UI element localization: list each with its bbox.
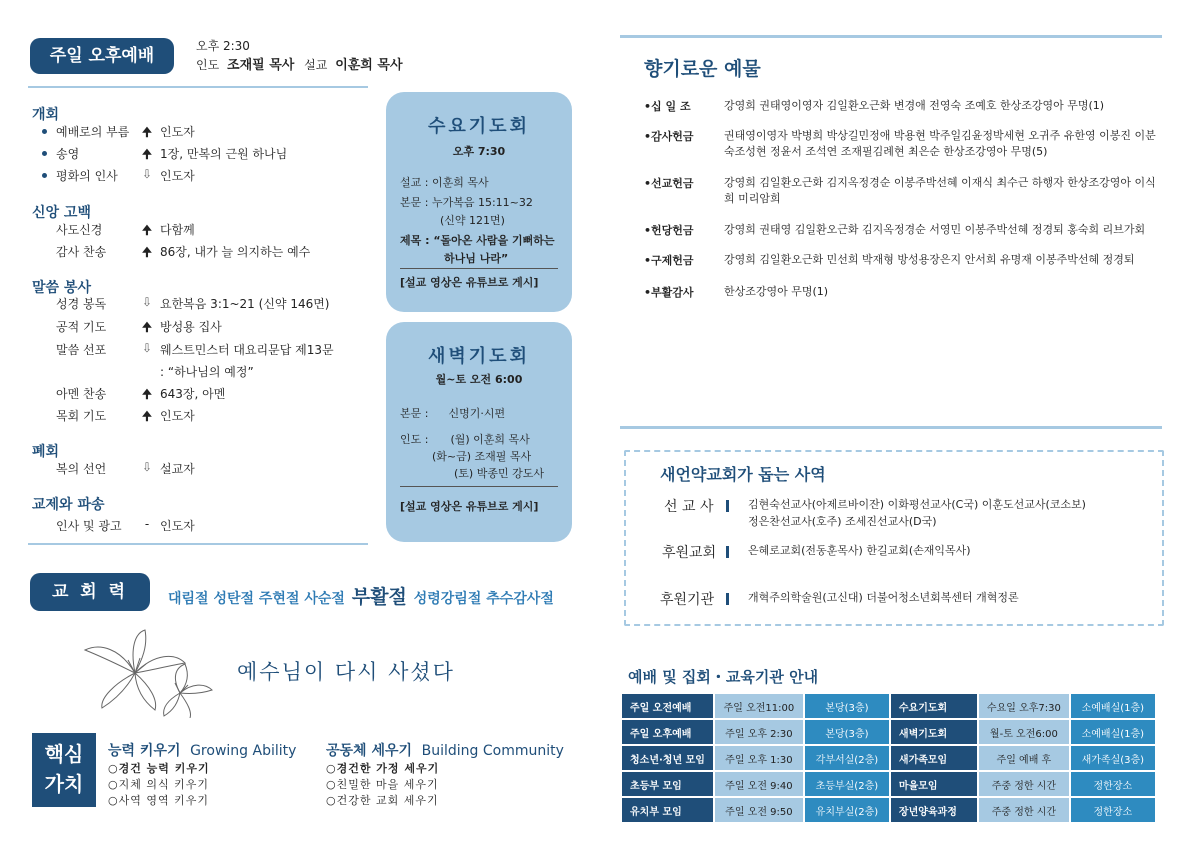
schedule-place: 각부서실(2층) — [805, 746, 889, 770]
dawn-prayer-box — [386, 322, 572, 542]
sit-arrow-icon: ⇩ — [141, 295, 153, 309]
order-item-name: 사도신경 — [56, 223, 103, 237]
supported-orgs: 개혁주의학술원(고신대) 더불어청소년회복센터 개혁정론 — [748, 591, 1019, 604]
order-item-name: 복의 선언 — [56, 462, 107, 476]
offering-names: 권태영이영자 박병희 박상길민정애 박용현 박주일김윤정박세현 오귀주 유한영 이봉진 이분숙조성현 정윤서 조석연 조재필김례현 최은순 한상조강영아 무명(5) — [724, 129, 1156, 158]
order-item-name: 평화의 인사 — [56, 169, 118, 183]
supported-churches: 은혜로교회(전동훈목사) 한길교회(손재익목사) — [748, 544, 971, 557]
order-item-value: 643장, 아멘 — [160, 387, 226, 401]
church-seasons: 대림절 성탄절 주현절 사순절 부활절 성령강림절 추수감사절 — [168, 586, 554, 608]
order-item-name: 목회 기도 — [56, 409, 107, 423]
lead-label: 인도 — [196, 58, 220, 72]
schedule-row — [622, 694, 1155, 718]
offering-label: •구제헌금 — [644, 254, 694, 267]
lily-illustration — [80, 628, 220, 718]
order-item-name: 예배로의 부름 — [56, 125, 130, 139]
schedule-name: 새벽기도회 — [891, 720, 977, 744]
order-item-value: 86장, 내가 늘 의지하는 예수 — [160, 245, 311, 259]
sit-arrow-icon: ⇩ — [141, 341, 153, 355]
stand-arrow-icon: 🠉 — [142, 320, 152, 334]
schedule-place: 본당(3층) — [805, 720, 889, 744]
schedule-table — [620, 692, 1157, 824]
schedule-name: 장년양육과정 — [891, 798, 977, 822]
sit-arrow-icon: ⇩ — [141, 167, 153, 181]
schedule-time: 주일 오전 9:40 — [715, 772, 803, 796]
dash-icon: - — [144, 517, 150, 531]
wednesday-subject: 제목 : “돌아온 사람을 기뻐하는 — [400, 234, 555, 247]
schedule-time: 주일 오전 9:50 — [715, 798, 803, 822]
church-label: 후원교회 — [662, 545, 717, 561]
offering-names: 강영희 권태영이영자 김일환오근화 변경애 전영숙 조예호 한상조강영아 무명(1) — [724, 99, 1105, 112]
dawn-lead-3: (토) 박종민 강도사 — [454, 467, 544, 480]
wednesday-title: 수요기도회 — [428, 116, 530, 137]
wednesday-subject-2: 하나님 나라” — [444, 252, 509, 265]
schedule-name: 새가족모임 — [891, 746, 977, 770]
divider — [400, 268, 558, 269]
stand-arrow-icon: 🠉 — [142, 409, 152, 423]
divider — [620, 35, 1162, 38]
schedule-place: 소예배실(1층) — [1071, 720, 1155, 744]
dawn-time: 월~토 오전 6:00 — [435, 373, 523, 386]
dawn-lead-2: (화~금) 조재필 목사 — [432, 450, 532, 463]
headline: 예수님이 다시 사셨다 — [237, 660, 455, 684]
label-bar — [726, 500, 729, 512]
section-title: 폐회 — [32, 444, 60, 460]
dawn-title: 새벽기도회 — [428, 346, 530, 367]
lead-name: 조재필 목사 — [227, 58, 295, 73]
schedule-name: 마을모임 — [891, 772, 977, 796]
schedule-title: 예배 및 집회・교육기관 안내 — [628, 668, 819, 686]
offering-names: 강영희 김일환오근화 김지옥정경순 이봉주박선혜 이재식 최수근 하행자 한상조강영아 이식희 미리암희 — [724, 176, 1156, 205]
afternoon-time: 오후 2:30 — [196, 39, 250, 53]
schedule-place: 새가족실(3층) — [1071, 746, 1155, 770]
wednesday-text: 본문 : 누가복음 15:11~32 — [400, 196, 533, 209]
offering-label: •부활감사 — [644, 286, 694, 299]
schedule-place: 정한장소 — [1071, 798, 1155, 822]
schedule-time: 주일 오전11:00 — [715, 694, 803, 718]
wednesday-prayer-box — [386, 92, 572, 312]
order-item-value: 인도자 — [160, 169, 195, 183]
offering-names: 강영희 권태영 김일환오근화 김지옥정경순 서영민 이봉주박선혜 정경퇴 홍숙희 리브가회 — [724, 223, 1146, 236]
section-title: 개회 — [32, 107, 60, 123]
order-item-value: 인도자 — [160, 125, 195, 139]
afternoon-leaders — [196, 54, 403, 73]
order-item-name: 성경 봉독 — [56, 297, 107, 311]
schedule-time: 주중 정한 시간 — [979, 772, 1069, 796]
dawn-text: 본문 : 신명기·시편 — [400, 407, 506, 420]
stand-arrow-icon: 🠉 — [142, 245, 152, 259]
offering-label: •십 일 조 — [644, 100, 691, 113]
wednesday-time: 오후 7:30 — [452, 145, 506, 158]
schedule-time: 월-토 오전6:00 — [979, 720, 1069, 744]
schedule-place: 본당(3층) — [805, 694, 889, 718]
afternoon-worship-badge: 주일 오후예배 — [30, 38, 174, 74]
org-label: 후원기관 — [660, 592, 715, 608]
value-col2-list: ○경건한 가정 세우기 ○친밀한 마을 세우기 ○건강한 교회 세우기 — [326, 762, 440, 807]
schedule-time: 주일 예배 후 — [979, 746, 1069, 770]
order-item-value: 설교자 — [160, 462, 195, 476]
order-item-name: 공적 기도 — [56, 320, 107, 334]
bullet-icon — [42, 151, 47, 156]
schedule-place: 정한장소 — [1071, 772, 1155, 796]
divider — [28, 543, 368, 545]
sermon-name: 이훈희 목사 — [335, 58, 403, 73]
schedule-place: 소예배실(1층) — [1071, 694, 1155, 718]
wednesday-note: [설교 영상은 유튜브로 게시] — [400, 276, 539, 289]
value-col1-list: ○경건 능력 키우기 ○지체 의식 키우기 ○사역 영역 키우기 — [108, 762, 210, 807]
section-title: 신앙 고백 — [32, 205, 91, 221]
order-item-value: 다함께 — [160, 223, 195, 237]
divider — [620, 426, 1162, 429]
section-title: 말씀 봉사 — [32, 280, 91, 296]
stand-arrow-icon: 🠉 — [142, 125, 152, 139]
order-item-name: 송영 — [56, 147, 80, 161]
schedule-name: 유치부 모임 — [622, 798, 713, 822]
missionary-label: 선 교 사 — [664, 499, 714, 515]
order-item-name: 아멘 찬송 — [56, 387, 107, 401]
order-item-value: 인도자 — [160, 409, 195, 423]
schedule-place: 유치부실(2층) — [805, 798, 889, 822]
section-title: 교제와 파송 — [32, 497, 105, 513]
schedule-row — [622, 746, 1155, 770]
schedule-place: 초등부실(2층) — [805, 772, 889, 796]
schedule-name: 청소년·청년 모임 — [622, 746, 713, 770]
schedule-name: 주일 오전예배 — [622, 694, 713, 718]
stand-arrow-icon: 🠉 — [142, 223, 152, 237]
schedule-row — [622, 720, 1155, 744]
schedule-time: 주일 오후 1:30 — [715, 746, 803, 770]
church-calendar-badge: 교 회 력 — [30, 573, 150, 611]
dawn-lead-1: 인도 : (월) 이훈희 목사 — [400, 433, 530, 446]
dawn-note: [설교 영상은 유튜브로 게시] — [400, 500, 539, 513]
schedule-time: 주일 오후 2:30 — [715, 720, 803, 744]
offering-label: •감사헌금 — [644, 130, 694, 143]
sit-arrow-icon: ⇩ — [141, 460, 153, 474]
wednesday-text-page: (신약 121면) — [440, 214, 505, 227]
offering-label: •헌당헌금 — [644, 224, 694, 237]
bullet-icon — [42, 173, 47, 178]
offering-names: 한상조강영아 무명(1) — [724, 285, 829, 298]
value-col1-title: 능력 키우기 Growing Ability — [108, 743, 297, 759]
missionary-line-2: 정은찬선교사(호주) 조세진선교사(D국) — [748, 515, 937, 528]
divider — [28, 86, 368, 88]
order-item-value: 방성용 집사 — [160, 320, 222, 334]
schedule-name: 주일 오후예배 — [622, 720, 713, 744]
offerings-title: 향기로운 예물 — [644, 58, 761, 80]
offering-names: 강영희 김일환오근화 민선희 박재형 방성용장은지 안서희 유명재 이봉주박선혜 정경퇴 — [724, 253, 1135, 266]
order-item-name: 인사 및 광고 — [56, 519, 122, 533]
current-season: 부활절 — [351, 586, 407, 608]
schedule-time: 수요일 오후7:30 — [979, 694, 1069, 718]
offering-label: •선교헌금 — [644, 177, 694, 190]
stand-arrow-icon: 🠉 — [142, 147, 152, 161]
value-col2-title: 공동체 세우기 Building Community — [326, 743, 564, 759]
schedule-row — [622, 772, 1155, 796]
order-item-name: 감사 찬송 — [56, 245, 107, 259]
sermon-label: 설교 — [304, 58, 328, 72]
order-item-name: 말씀 선포 — [56, 343, 107, 357]
schedule-row — [622, 798, 1155, 822]
schedule-name: 초등부 모임 — [622, 772, 713, 796]
order-item-value: 1장, 만복의 근원 하나님 — [160, 147, 288, 161]
label-bar — [726, 546, 729, 558]
missionary-line-1: 김현숙선교사(아제르바이잔) 이화평선교사(C국) 이훈도선교사(코소보) — [748, 498, 1086, 511]
order-item-value-2: : “하나님의 예정” — [160, 365, 254, 379]
divider — [400, 486, 558, 487]
ministry-title: 새언약교회가 돕는 사역 — [660, 465, 826, 484]
core-values-badge: 핵심 가치 — [32, 733, 96, 807]
bullet-icon — [42, 129, 47, 134]
stand-arrow-icon: 🠉 — [142, 387, 152, 401]
order-item-value: 인도자 — [160, 519, 195, 533]
order-item-value: 웨스트민스터 대요리문답 제13문 — [160, 343, 334, 357]
order-item-value: 요한복음 3:1~21 (신약 146면) — [160, 297, 330, 311]
schedule-time: 주중 정한 시간 — [979, 798, 1069, 822]
schedule-name: 수요기도회 — [891, 694, 977, 718]
label-bar — [726, 593, 729, 605]
wednesday-preacher: 설교 : 이훈희 목사 — [400, 176, 489, 189]
